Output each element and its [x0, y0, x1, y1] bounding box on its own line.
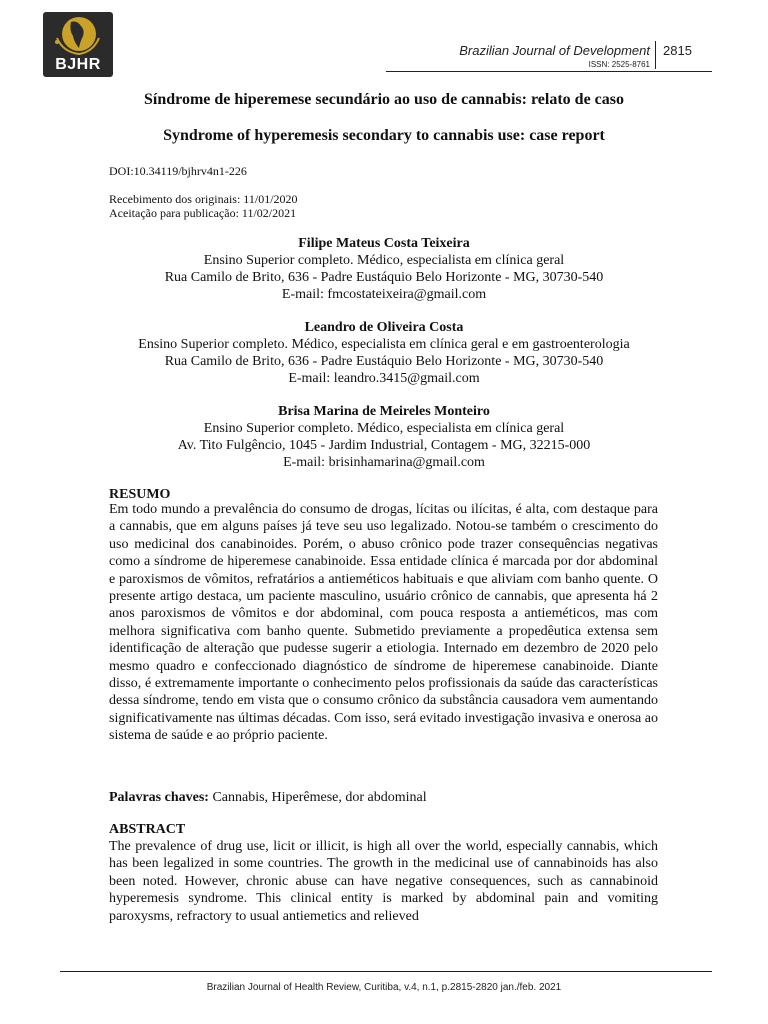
- author-education: Ensino Superior completo. Médico, especialista em clínica geral: [203, 421, 565, 436]
- author-name: Leandro de Oliveira Costa: [304, 320, 464, 335]
- author-address: Rua Camilo de Brito, 636 - Padre Eustáquio Belo Horizonte - MG, 30730-540: [164, 354, 604, 369]
- abstract-text: The prevalence of drug use, licit or illicit, is high all over the world, especially cannabis, which has been legalized in some countries. The growth in the medicinal use of cannabinoids has also been noted. However, chronic abuse can have negative consequences, such as cannabinoid hyperemesis syndrome. This clinical entity is marked by abdominal pain and vomiting paroxysms, refractory to usual antiemetics and relieved: [109, 839, 658, 924]
- keywords-text: Cannabis, Hiperêmese, dor abdominal: [208, 790, 427, 805]
- title-portuguese: Síndrome de hiperemese secundário ao uso de cannabis: relato de caso: [143, 91, 624, 108]
- author-education: Ensino Superior completo. Médico, especialista em clínica geral e em gastroenterologia: [138, 337, 630, 352]
- author-name: Filipe Mateus Costa Teixeira: [298, 236, 470, 251]
- received-date: Recebimento dos originais: 11/01/2020: [109, 192, 298, 206]
- header-rule: [386, 71, 712, 72]
- logo-text: BJHR: [55, 56, 101, 73]
- author-block: [60, 319, 708, 387]
- header-issn: ISSN: 2525-8761: [588, 60, 650, 69]
- keywords-label: Palavras chaves:: [109, 790, 209, 805]
- footer-rule: [60, 971, 712, 972]
- header-page-number: 2815: [663, 43, 692, 58]
- author-name: Brisa Marina de Meireles Monteiro: [278, 404, 490, 419]
- author-email: E-mail: brisinhamarina@gmail.com: [283, 455, 485, 470]
- header-divider: [655, 41, 656, 69]
- author-address: Av. Tito Fulgêncio, 1045 - Jardim Industrial, Contagem - MG, 32215-000: [177, 438, 591, 453]
- resumo-text: Em todo mundo a prevalência do consumo de drogas, lícitas ou ilícitas, é alta, com destaque para a cannabis, que em alguns países já teve seu uso legalizado. Notou-se também o crescimento do uso medicinal dos canabinoides. Porém, o abuso crônico pode trazer consequências negativas como a síndrome de hiperemese canabinoide. Essa entidade clínica é marcada por dor abdominal e paroxismos de vômitos, refratários a antieméticos habituais e que aliviam com banho quente. O presente artigo destaca, um paciente masculino, usuário crônico de cannabis, que apresenta há 2 anos paroxismos de vômitos e dor abdominal, com pouca resposta a antieméticos, mas com melhora significativa com banho quente. Submetido previamente a propedêutica extensa sem identificação de alteração que pudesse sugerir a etiologia. Internado em dezembro de 2020 pelo mesmo quadro e confeccionado diagnóstico de síndrome de hiperemese canabinoide. Diante disso, é extremamente importante o conhecimento pelos profissionais da saúde das características dessa síndrome, tendo em vista que o consumo crônico da substância causadora vem aumentando significativamente nas últimas décadas. Com isso, será evitado investigação invasiva e onerosa ao sistema de saúde e ao próprio paciente.: [109, 502, 658, 744]
- header-journal-name: Brazilian Journal of Development: [459, 43, 650, 58]
- keywords: [109, 790, 427, 806]
- author-email: E-mail: leandro.3415@gmail.com: [288, 371, 480, 386]
- footer-citation: Brazilian Journal of Health Review, Curitiba, v.4, n.1, p.2815-2820 jan./feb. 2021: [206, 982, 562, 993]
- author-email: E-mail: fmcostateixeira@gmail.com: [281, 287, 487, 302]
- title-english: Syndrome of hyperemesis secondary to cannabis use: case report: [163, 127, 605, 144]
- accepted-date: Aceitação para publicação: 11/02/2021: [109, 206, 297, 220]
- resumo-heading: RESUMO: [109, 487, 171, 502]
- abstract-heading: ABSTRACT: [109, 822, 186, 837]
- journal-logo: [43, 12, 113, 77]
- author-education: Ensino Superior completo. Médico, especialista em clínica geral: [203, 253, 565, 268]
- author-block: [60, 235, 708, 303]
- author-address: Rua Camilo de Brito, 636 - Padre Eustáquio Belo Horizonte - MG, 30730-540: [164, 270, 604, 285]
- doi: DOI:10.34119/bjhrv4n1-226: [109, 164, 247, 178]
- author-block: [60, 403, 708, 471]
